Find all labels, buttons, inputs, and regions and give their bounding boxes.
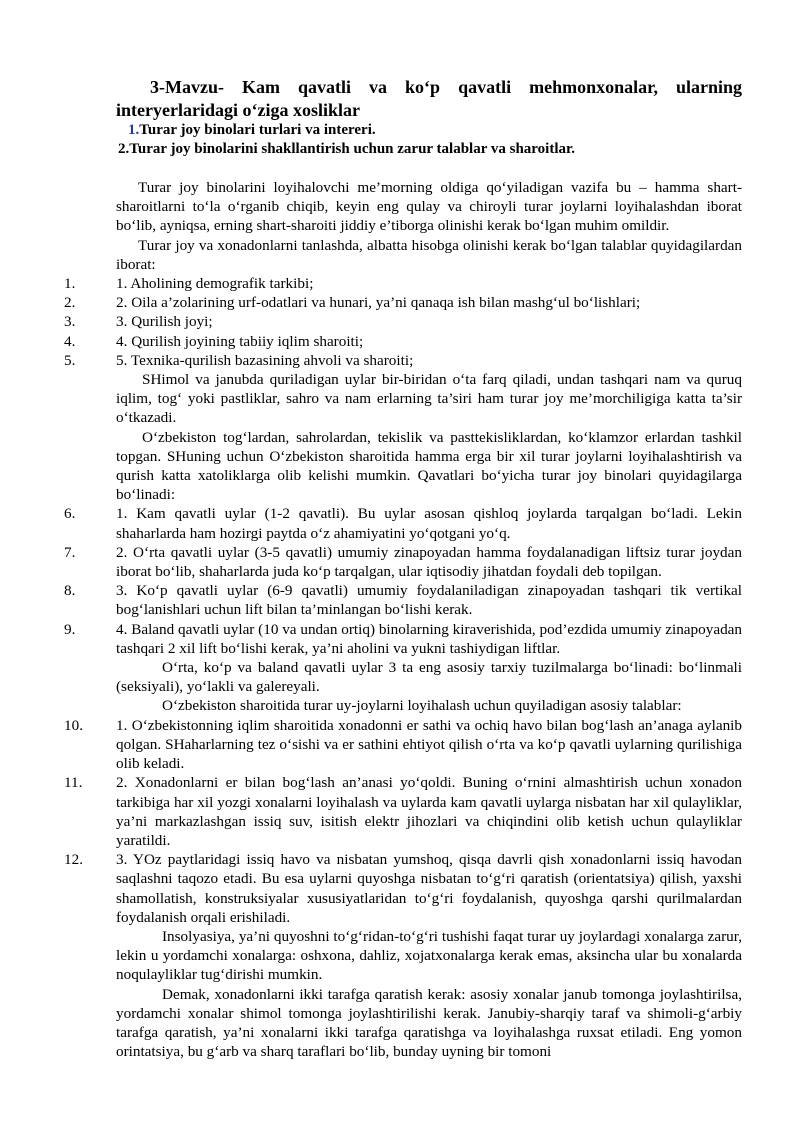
paragraph: SHimol va janubda quriladigan uylar bir-biridan o‘ta farq qiladi, undan tashqari nam va quruq iqlim, tog‘ yoki pastliklar, sahro va nam erlarning ta’siri ham turar joy me’morchiligiga katta ta’sir o‘tkazadi. [116,371,742,427]
paragraph: Turar joy va xonadonlarni tanlashda, albatta hisobga olinishi kerak bo‘lgan talablar quyidagilardan iborat: [116,236,742,273]
list-text: 5. Texnika-qurilish bazasining ahvoli va sharoiti; [116,351,414,369]
paragraph: Demak, xonadonlarni ikki tarafga qaratish kerak: asosiy xonalar janub tomonga joylashtirilsa, yordamchi xonalar shimol tomonga joylashtirilishi kerak. Janubiy-sharqiy taraf va shimoli-g‘arbiy tarafga qaratish, ya’ni xonalarni ikki tarafga qaratishga va loyihalashga ruxsat etiladi. Eng yomon orintatsiya, bu g‘arb va sharq taraflari bo‘lib, bunday uyning bir tomoni [116,985,742,1061]
list-number: 5. [64,351,76,369]
paragraph: Turar joy binolarini loyihalovchi me’morning oldiga qo‘yiladigan vazifa bu – hamma shart-sharoitlarni to‘la o‘rganib chiqib, keyin eng qulay va chiroyli turar joylarni loyihalashdan iborat bo‘lib, ayniqsa, erning shart-sharoiti jiddiy e’tiborga olinishi kerak bo‘lgan muhim omildir. [116,179,742,235]
paragraph: O‘zbekiston sharoitida turar uy-joylarni loyihalash uchun quyiladigan asosiy talablar: [162,697,682,715]
list-text: 2. Oila a’zolarining urf-odatlari va hunari, ya’ni qanaqa ish bilan mashg‘ul bo‘lishlari; [116,294,641,312]
list-text: 1. O‘zbekistonning iqlim sharoitida xonadonni er sathi va ochiq havo bilan bog‘lash an’anaga aylanib qolgan. SHaharlarning tez o‘sishi va er sathini ehtiyot qilish o‘rta va ko‘p qavatli uylarning qurilishiga olib keladi. [116,716,742,773]
list-text: 3. Ko‘p qavatli uylar (6-9 qavatli) umumiy foydalaniladigan zinapoyadan tashqari tik vertikal bog‘lanishlari uchun lift bilan ta’minlangan bo‘lishi kerak. [116,582,742,619]
list-number: 10. [64,716,83,734]
list-item [64,581,742,619]
list-text: 2. Xonadonlarni er bilan bog‘lash an’anasi yo‘qoldi. Buning o‘rnini almashtirish uchun xonadon tarkibiga har xil yozgi xonalarni loyihalash va uylarda kam qavatli uylarga nisbatan har xil qulayliklar, ya’ni markazlashgan issiq suv, isitish elektr jihozlari va chiqindini olib ketish uchun qulayliklar yaratildi. [116,774,742,849]
list-text: 4. Baland qavatli uylar (10 va undan ortiq) binolarning kiraverishida, pod’ezdida umumiy zinapoyadan tashqari 2 xil lift bo‘lishi kerak, ya’ni aholini va yukni tashiydigan liftlar. [116,620,742,657]
list-number: 4. [64,332,76,350]
paragraph: O‘zbekiston tog‘lardan, sahrolardan, tekislik va pasttekisliklardan, ko‘klamzor erlardan tashkil topgan. SHuning uchun O‘zbekiston sharoitida hamma erga bir xil turar joylarni loyihalashtirish va qurish katta xatoliklarga olib kelishi mumkin. Qavatlari bo‘yicha turar joy binolari quyidagilarga bo‘linadi: [116,428,742,504]
list-item [64,332,742,351]
list-text: 3. Qurilish joyi; [116,313,213,331]
subheading-1-number: 1. [128,122,140,138]
list-text: 4. Qurilish joyining tabiiy iqlim sharoiti; [116,332,364,350]
list-item [64,293,742,312]
list-item [64,274,742,293]
list-item [64,504,742,542]
list-text: 1. Aholining demografik tarkibi; [116,275,314,293]
list-item [64,716,742,774]
list-number: 8. [64,582,76,600]
title-line-2: interyerlaridagi o‘ziga xosliklar [116,100,360,120]
list-item [64,620,742,658]
list-number: 12. [64,851,83,869]
list-item [64,543,742,581]
subheading-1 [128,120,376,140]
list-item [64,312,742,331]
list-text: 3. YOz paytlaridagi issiq havo va nisbatan yumshoq, qisqa davrli qish xonadonlarni issiq havodan saqlashni taqozo etadi. Bu esa uylarni quyoshga nisbatan to‘g‘ri qaratish (orientatsiya) qilish, yaxshi shamollatish, konstruksiyalar xususiyatlaridan to‘g‘ri foydalanish, quyoshga qarshi qurilmalardan foydalanish orqali erishiladi. [116,851,742,926]
list-number: 9. [64,620,76,638]
list-item [64,351,742,370]
list-number: 7. [64,543,76,561]
list-number: 1. [64,275,76,293]
title-line-1: 3-Mavzu- Kam qavatli va ko‘p qavatli mehmonxonalar, ularning [150,77,742,97]
paragraph: O‘rta, ko‘p va baland qavatli uylar 3 ta eng asosiy tarxiy tuzilmalarga bo‘linadi: bo‘linmali (seksiyali), yo‘lakli va galereyali. [116,659,742,696]
subheading-1-text: Turar joy binolari turlari va intereri. [139,122,376,138]
list-text: 1. Kam qavatli uylar (1-2 qavatli). Bu uylar asosan qishloq joylarda tarqalgan bo‘ladi. Lekin shaharlarda ham hozirgi paytda o‘z ahamiyatini yo‘qotgani yo‘q. [116,505,742,542]
list-text: 2. O‘rta qavatli uylar (3-5 qavatli) umumiy zinapoyadan hamma foydalanadigan liftsiz turar joydan iborat bo‘lib, shaharlarda juda ko‘p tarqalgan, ular iqtisodiy jihatdan foydali deb topilgan. [116,543,742,581]
list-item [64,850,742,927]
list-number: 3. [64,313,76,331]
list-number: 6. [64,505,76,523]
paragraph: Insolyasiya, ya’ni quyoshni to‘g‘ridan-to‘g‘ri tushishi faqat turar uy joylardagi xonalarga zarur, lekin u yordamchi xonalarga: oshxona, dahliz, xojatxonalarga kerak emas, aksincha ular bu xonalarda noqulayliklar tug‘dirishi mumkin. [116,927,742,984]
list-number: 11. [64,774,83,792]
list-item [64,773,742,850]
subheading-2: 2.Turar joy binolarini shakllantirish uchun zarur talablar va sharoitlar. [118,141,576,157]
list-number: 2. [64,294,76,312]
document-body [64,178,742,1061]
document-title [116,76,742,122]
